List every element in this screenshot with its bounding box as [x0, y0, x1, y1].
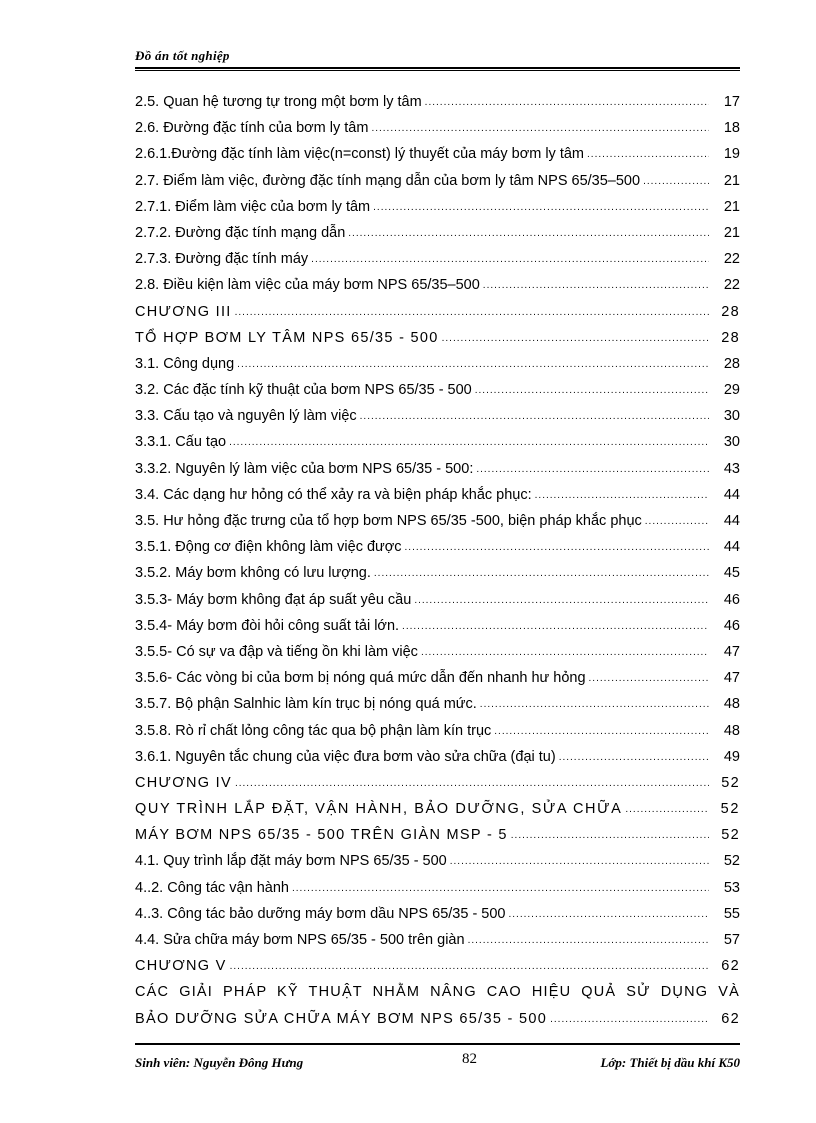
- toc-entry[interactable]: [135, 958, 740, 984]
- toc-entry-label: CHƯƠNG III: [135, 303, 232, 320]
- toc-entry-label: 3.5.4- Máy bơm đòi hỏi công suất tải lớn.: [135, 617, 400, 634]
- dot-leader: [535, 490, 709, 501]
- toc-entry-label: CHƯƠNG IV: [135, 774, 232, 791]
- toc-entry-page: 45: [723, 565, 740, 582]
- toc-entry-page: 19: [723, 146, 740, 163]
- toc-entry-label: 2.7.3. Đường đặc tính máy: [135, 251, 309, 268]
- toc-entry[interactable]: [135, 146, 740, 172]
- toc-entry[interactable]: [135, 906, 740, 932]
- toc-entry[interactable]: [135, 356, 740, 382]
- toc-entry-label: 2.6. Đường đặc tính của bơm ly tâm: [135, 120, 369, 137]
- toc-entry-label: 2.6.1.Đường đặc tính làm việc(n=const) lý thuyết của máy bơm ly tâm: [135, 146, 585, 163]
- footer-class-name: Lớp: Thiết bị dầu khí K50: [600, 1055, 740, 1070]
- toc-entry[interactable]: [135, 932, 740, 958]
- toc-entry-page: 44: [723, 513, 740, 529]
- toc-entry-page: 44: [723, 486, 740, 503]
- toc-entry[interactable]: [135, 749, 740, 775]
- dot-leader: [229, 437, 709, 448]
- toc-entry[interactable]: [135, 880, 740, 906]
- toc-entry-label: TỔ HỢP BƠM LY TÂM NPS 65/35 - 500: [135, 329, 439, 346]
- toc-entry-page: 53: [723, 879, 740, 896]
- toc-entry-label: 2.8. Điều kiện làm việc của máy bơm NPS 65/35–500: [135, 277, 480, 294]
- dot-leader: [483, 280, 709, 291]
- toc-entry[interactable]: [135, 827, 740, 853]
- toc-entry-label: CÁC GIẢI PHÁP KỸ THUẬT NHẰM NÂNG CAO HIỆU QUẢ SỬ DỤNG VÀ: [135, 984, 740, 1001]
- toc-entry[interactable]: [135, 984, 740, 1010]
- dot-leader: [625, 804, 709, 815]
- toc-entry-page: 28: [721, 303, 740, 320]
- dot-leader: [348, 228, 709, 239]
- toc-entry[interactable]: [135, 251, 740, 277]
- toc-entry[interactable]: [135, 199, 740, 225]
- dot-leader: [475, 385, 709, 396]
- toc-entry-page: 46: [723, 617, 740, 634]
- toc-entry-label: 2.7. Điểm làm việc, đường đặc tính mạng dẫn của bơm ly tâm NPS 65/35–500: [135, 172, 641, 189]
- toc-entry-label: 3.5.3- Máy bơm không đạt áp suất yêu cầu: [135, 591, 412, 608]
- toc-entry-page: 52: [721, 774, 740, 791]
- toc-entry-label: CHƯƠNG V: [135, 958, 227, 975]
- toc-entry-page: 28: [723, 355, 740, 372]
- toc-entry[interactable]: [135, 487, 740, 513]
- dot-leader: [559, 752, 709, 763]
- toc-entry[interactable]: [135, 853, 740, 879]
- toc-entry[interactable]: [135, 277, 740, 303]
- dot-leader: [589, 673, 709, 684]
- toc-entry[interactable]: [135, 539, 740, 565]
- toc-entry[interactable]: [135, 592, 740, 618]
- toc-entry-label: 3.5. Hư hỏng đặc trưng của tổ hợp bơm NPS 65/35 -500, biện pháp khắc phục: [135, 513, 642, 529]
- toc-entry[interactable]: [135, 304, 740, 330]
- dot-leader: [480, 699, 709, 710]
- toc-entry-page: 30: [723, 408, 740, 425]
- toc-entry[interactable]: [135, 775, 740, 801]
- toc-entry-page: 48: [723, 696, 740, 713]
- dot-leader: [235, 778, 709, 789]
- toc-entry-page: 57: [723, 932, 740, 948]
- toc-entry-label: QUY TRÌNH LẮP ĐẶT, VẬN HÀNH, BẢO DƯỠNG, SỬA CHỮA: [135, 801, 623, 818]
- dot-leader: [476, 464, 709, 475]
- dot-leader: [645, 516, 709, 527]
- page-footer: [135, 1043, 740, 1075]
- toc-entry[interactable]: [135, 225, 740, 251]
- toc-entry-label: 3.5.1. Động cơ điện không làm việc được: [135, 539, 402, 556]
- dot-leader: [371, 123, 709, 134]
- toc-entry-page: 44: [723, 539, 740, 556]
- toc-entry-label: 3.3.1. Cấu tạo: [135, 434, 227, 451]
- dot-leader: [237, 359, 709, 370]
- toc-entry-label: BẢO DƯỠNG SỬA CHỮA MÁY BƠM NPS 65/35 - 500: [135, 1010, 548, 1027]
- dot-leader: [414, 595, 709, 606]
- toc-entry-label: 3.5.8. Rò rỉ chất lỏng công tác qua bộ phận làm kín trục: [135, 722, 492, 739]
- footer-student-name: Sinh viên: Nguyễn Đông Hưng: [135, 1055, 304, 1070]
- toc-entry[interactable]: [135, 670, 740, 696]
- toc-entry-page: 46: [723, 591, 740, 608]
- toc-entry[interactable]: [135, 173, 740, 199]
- toc-entry-page: 21: [723, 198, 740, 215]
- toc-entry-page: 29: [723, 382, 740, 399]
- dot-leader: [425, 97, 709, 108]
- toc-entry-page: 22: [723, 251, 740, 268]
- toc-entry-label: 3.1. Công dụng: [135, 355, 235, 372]
- toc-entry[interactable]: [135, 644, 740, 670]
- toc-entry-page: 18: [723, 120, 740, 137]
- header-title: Đồ án tốt nghiệp: [135, 48, 230, 63]
- dot-leader: [550, 1014, 709, 1025]
- toc-entry-label: 3.5.5- Có sự va đập và tiếng ồn khi làm việc: [135, 643, 418, 660]
- toc-entry-page: 62: [721, 1010, 740, 1027]
- footer-page-number: 82: [462, 1051, 477, 1067]
- toc-entry[interactable]: [135, 618, 740, 644]
- toc-entry[interactable]: [135, 461, 740, 487]
- toc-entry-page: 55: [723, 905, 740, 922]
- toc-entry[interactable]: [135, 120, 740, 146]
- dot-leader: [442, 333, 709, 344]
- dot-leader: [509, 909, 710, 920]
- toc-entry-label: 3.5.2. Máy bơm không có lưu lượng.: [135, 565, 371, 582]
- toc-entry-label: 4.4. Sửa chữa máy bơm NPS 65/35 - 500 trên giàn: [135, 932, 465, 948]
- toc-entry[interactable]: [135, 513, 740, 539]
- toc-entry-label: 4..3. Công tác bảo dưỡng máy bơm dầu NPS 65/35 - 500: [135, 905, 506, 922]
- toc-entry[interactable]: [135, 723, 740, 749]
- toc-entry-page: 21: [723, 224, 740, 241]
- dot-leader: [468, 935, 709, 946]
- toc-entry-label: 4.1. Quy trình lắp đặt máy bơm NPS 65/35 - 500: [135, 853, 447, 870]
- dot-leader: [421, 647, 709, 658]
- toc-entry-page: 43: [723, 460, 740, 477]
- toc-entry-label: 3.4. Các dạng hư hỏng có thể xảy ra và biện pháp khắc phục:: [135, 486, 532, 503]
- dot-leader: [292, 883, 709, 894]
- dot-leader: [450, 856, 709, 867]
- toc-entry-label: 4..2. Công tác vận hành: [135, 879, 289, 896]
- toc-entry-label: 2.7.1. Điểm làm việc của bơm ly tâm: [135, 198, 371, 215]
- toc-entry-page: 52: [721, 827, 740, 844]
- dot-leader: [374, 568, 709, 579]
- toc-entry-page: 30: [723, 434, 740, 451]
- toc-entry-label: MÁY BƠM NPS 65/35 - 500 TRÊN GIÀN MSP - 5: [135, 827, 508, 844]
- toc-entry-page: 48: [723, 722, 740, 739]
- toc-entry-page: 52: [720, 801, 740, 818]
- dot-leader: [235, 307, 709, 318]
- header-rule: [135, 67, 740, 69]
- toc-entry[interactable]: [135, 565, 740, 591]
- dot-leader: [587, 149, 709, 160]
- toc-entry-label: 2.7.2. Đường đặc tính mạng dẫn: [135, 224, 346, 241]
- table-of-contents: [135, 94, 740, 1037]
- dot-leader: [643, 176, 709, 187]
- toc-entry-page: 47: [723, 670, 740, 687]
- toc-entry[interactable]: [135, 434, 740, 460]
- dot-leader: [311, 254, 709, 265]
- toc-entry-label: 3.5.6- Các vòng bi của bơm bị nóng quá mức dẫn đến nhanh hư hỏng: [135, 670, 586, 687]
- toc-entry-page: 28: [721, 329, 740, 346]
- toc-entry-label: 3.6.1. Nguyên tắc chung của việc đưa bơm vào sửa chữa (đại tu): [135, 748, 556, 765]
- dot-leader: [230, 961, 709, 972]
- toc-entry[interactable]: [135, 330, 740, 356]
- toc-entry-label: 2.5. Quan hệ tương tự trong một bơm ly tâm: [135, 94, 422, 110]
- page-header: [135, 48, 740, 71]
- dot-leader: [494, 726, 709, 737]
- toc-entry-label: 3.3. Cấu tạo và nguyên lý làm việc: [135, 408, 357, 425]
- toc-entry[interactable]: [135, 94, 740, 120]
- dot-leader: [402, 621, 709, 632]
- toc-entry[interactable]: [135, 382, 740, 408]
- toc-entry[interactable]: [135, 801, 740, 827]
- toc-entry-label: 3.5.7. Bộ phận Salnhic làm kín trục bị nóng quá mức.: [135, 696, 477, 713]
- toc-entry-label: 3.3.2. Nguyên lý làm việc của bơm NPS 65/35 - 500:: [135, 460, 474, 477]
- dot-leader: [511, 830, 709, 841]
- toc-entry[interactable]: [135, 408, 740, 434]
- toc-entry[interactable]: [135, 1011, 740, 1037]
- toc-entry-page: 47: [723, 643, 740, 660]
- toc-entry[interactable]: [135, 696, 740, 722]
- toc-entry-page: 22: [723, 277, 740, 294]
- header-rule-thin: [135, 70, 740, 71]
- toc-entry-label: 3.2. Các đặc tính kỹ thuật của bơm NPS 65/35 - 500: [135, 382, 472, 399]
- toc-entry-page: 17: [723, 94, 740, 110]
- toc-entry-page: 62: [721, 958, 740, 975]
- dot-leader: [360, 411, 709, 422]
- toc-entry-page: 21: [723, 172, 740, 189]
- toc-entry-page: 49: [723, 748, 740, 765]
- dot-leader: [373, 202, 709, 213]
- toc-entry-page: 52: [723, 853, 740, 870]
- dot-leader: [405, 542, 709, 553]
